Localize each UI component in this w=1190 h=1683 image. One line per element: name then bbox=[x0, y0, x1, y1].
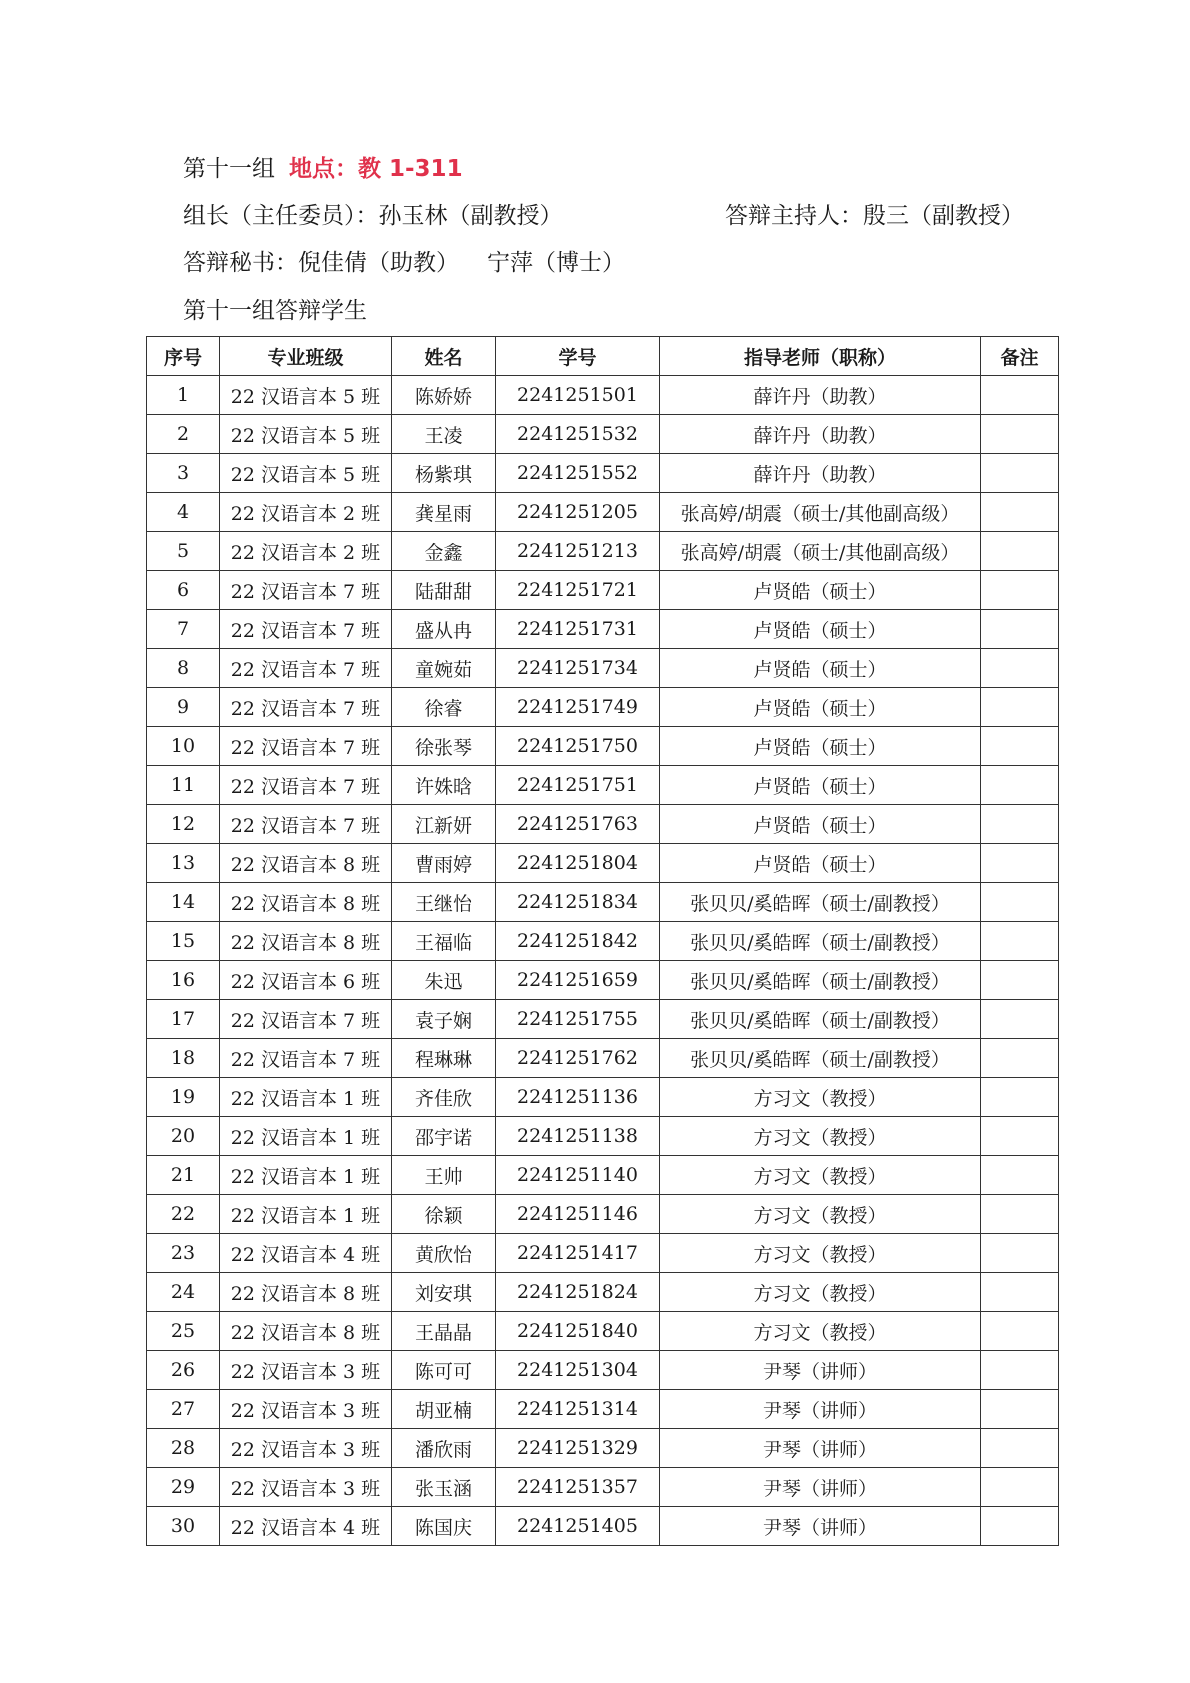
remark-cell bbox=[981, 766, 1059, 805]
table-row bbox=[147, 688, 1059, 727]
index-cell: 24 bbox=[147, 1273, 220, 1312]
name-cell: 胡亚楠 bbox=[392, 1390, 496, 1429]
class-cell: 22 汉语言本 7 班 bbox=[220, 727, 392, 766]
remark-cell bbox=[981, 1351, 1059, 1390]
index-cell: 19 bbox=[147, 1078, 220, 1117]
student-id-cell: 2241251763 bbox=[496, 805, 660, 844]
student-id-cell: 2241251824 bbox=[496, 1273, 660, 1312]
index-cell: 12 bbox=[147, 805, 220, 844]
student-id-cell: 2241251840 bbox=[496, 1312, 660, 1351]
class-cell: 22 汉语言本 3 班 bbox=[220, 1351, 392, 1390]
index-cell: 13 bbox=[147, 844, 220, 883]
table-row bbox=[147, 1351, 1059, 1390]
advisor-cell: 尹琴（讲师） bbox=[660, 1507, 981, 1546]
column-header: 学号 bbox=[496, 337, 660, 376]
student-id-cell: 2241251417 bbox=[496, 1234, 660, 1273]
advisor-cell: 张高婷/胡震（硕士/其他副高级） bbox=[660, 493, 981, 532]
students-title: 第十一组答辩学生 bbox=[183, 298, 367, 324]
table-row bbox=[147, 1390, 1059, 1429]
name-cell: 朱迅 bbox=[392, 961, 496, 1000]
advisor-cell: 张贝贝/奚皓晖（硕士/副教授） bbox=[660, 1039, 981, 1078]
class-cell: 22 汉语言本 7 班 bbox=[220, 649, 392, 688]
remark-cell bbox=[981, 922, 1059, 961]
remark-cell bbox=[981, 805, 1059, 844]
remark-cell bbox=[981, 1468, 1059, 1507]
class-cell: 22 汉语言本 8 班 bbox=[220, 1273, 392, 1312]
remark-cell bbox=[981, 1039, 1059, 1078]
student-id-cell: 2241251405 bbox=[496, 1507, 660, 1546]
remark-cell bbox=[981, 688, 1059, 727]
table-row bbox=[147, 649, 1059, 688]
table-row bbox=[147, 376, 1059, 415]
index-cell: 23 bbox=[147, 1234, 220, 1273]
table-row bbox=[147, 1273, 1059, 1312]
index-cell: 27 bbox=[147, 1390, 220, 1429]
student-id-cell: 2241251552 bbox=[496, 454, 660, 493]
index-cell: 22 bbox=[147, 1195, 220, 1234]
remark-cell bbox=[981, 376, 1059, 415]
table-row bbox=[147, 727, 1059, 766]
class-cell: 22 汉语言本 8 班 bbox=[220, 922, 392, 961]
index-cell: 6 bbox=[147, 571, 220, 610]
class-cell: 22 汉语言本 6 班 bbox=[220, 961, 392, 1000]
remark-cell bbox=[981, 1156, 1059, 1195]
remark-cell bbox=[981, 883, 1059, 922]
remark-cell bbox=[981, 571, 1059, 610]
name-cell: 陈国庆 bbox=[392, 1507, 496, 1546]
secretary-name-2: 宁萍（博士） bbox=[487, 250, 625, 276]
student-id-cell: 2241251755 bbox=[496, 1000, 660, 1039]
table-row bbox=[147, 805, 1059, 844]
remark-cell bbox=[981, 649, 1059, 688]
advisor-cell: 薛许丹（助教） bbox=[660, 454, 981, 493]
class-cell: 22 汉语言本 4 班 bbox=[220, 1234, 392, 1273]
student-id-cell: 2241251749 bbox=[496, 688, 660, 727]
table-row bbox=[147, 766, 1059, 805]
advisor-cell: 方习文（教授） bbox=[660, 1156, 981, 1195]
table-row bbox=[147, 532, 1059, 571]
table-row bbox=[147, 493, 1059, 532]
student-id-cell: 2241251842 bbox=[496, 922, 660, 961]
class-cell: 22 汉语言本 2 班 bbox=[220, 532, 392, 571]
advisor-cell: 薛许丹（助教） bbox=[660, 415, 981, 454]
advisor-cell: 张贝贝/奚皓晖（硕士/副教授） bbox=[660, 961, 981, 1000]
index-cell: 21 bbox=[147, 1156, 220, 1195]
column-header: 序号 bbox=[147, 337, 220, 376]
name-cell: 王凌 bbox=[392, 415, 496, 454]
student-id-cell: 2241251804 bbox=[496, 844, 660, 883]
name-cell: 曹雨婷 bbox=[392, 844, 496, 883]
name-cell: 龚星雨 bbox=[392, 493, 496, 532]
student-id-cell: 2241251762 bbox=[496, 1039, 660, 1078]
name-cell: 王福临 bbox=[392, 922, 496, 961]
advisor-cell: 方习文（教授） bbox=[660, 1078, 981, 1117]
remark-cell bbox=[981, 1234, 1059, 1273]
index-cell: 18 bbox=[147, 1039, 220, 1078]
class-cell: 22 汉语言本 2 班 bbox=[220, 493, 392, 532]
class-cell: 22 汉语言本 7 班 bbox=[220, 805, 392, 844]
defense-host: 答辩主持人：殷三（副教授） bbox=[725, 203, 1024, 229]
advisor-cell: 张高婷/胡震（硕士/其他副高级） bbox=[660, 532, 981, 571]
location: 地点：教 1-311 bbox=[289, 156, 463, 182]
index-cell: 28 bbox=[147, 1429, 220, 1468]
student-id-cell: 2241251304 bbox=[496, 1351, 660, 1390]
student-id-cell: 2241251213 bbox=[496, 532, 660, 571]
remark-cell bbox=[981, 1195, 1059, 1234]
index-cell: 3 bbox=[147, 454, 220, 493]
index-cell: 8 bbox=[147, 649, 220, 688]
index-cell: 25 bbox=[147, 1312, 220, 1351]
class-cell: 22 汉语言本 7 班 bbox=[220, 571, 392, 610]
class-cell: 22 汉语言本 3 班 bbox=[220, 1429, 392, 1468]
advisor-cell: 卢贤皓（硕士） bbox=[660, 571, 981, 610]
remark-cell bbox=[981, 1507, 1059, 1546]
index-cell: 17 bbox=[147, 1000, 220, 1039]
class-cell: 22 汉语言本 8 班 bbox=[220, 844, 392, 883]
name-cell: 邵宇诺 bbox=[392, 1117, 496, 1156]
index-cell: 20 bbox=[147, 1117, 220, 1156]
secretary-label: 答辩秘书： bbox=[183, 250, 298, 276]
secretary-name-1: 倪佳倩（助教） bbox=[298, 250, 459, 276]
student-id-cell: 2241251314 bbox=[496, 1390, 660, 1429]
class-cell: 22 汉语言本 7 班 bbox=[220, 688, 392, 727]
class-cell: 22 汉语言本 5 班 bbox=[220, 376, 392, 415]
table-row bbox=[147, 961, 1059, 1000]
index-cell: 14 bbox=[147, 883, 220, 922]
remark-cell bbox=[981, 454, 1059, 493]
name-cell: 张玉涵 bbox=[392, 1468, 496, 1507]
table-row bbox=[147, 922, 1059, 961]
class-cell: 22 汉语言本 1 班 bbox=[220, 1078, 392, 1117]
table-row bbox=[147, 1195, 1059, 1234]
name-cell: 江新妍 bbox=[392, 805, 496, 844]
remark-cell bbox=[981, 1390, 1059, 1429]
name-cell: 徐颖 bbox=[392, 1195, 496, 1234]
name-cell: 齐佳欣 bbox=[392, 1078, 496, 1117]
table-row bbox=[147, 1429, 1059, 1468]
student-id-cell: 2241251721 bbox=[496, 571, 660, 610]
index-cell: 7 bbox=[147, 610, 220, 649]
table-row bbox=[147, 415, 1059, 454]
student-id-cell: 2241251734 bbox=[496, 649, 660, 688]
class-cell: 22 汉语言本 3 班 bbox=[220, 1390, 392, 1429]
group-title: 第十一组 bbox=[183, 156, 275, 182]
index-cell: 1 bbox=[147, 376, 220, 415]
remark-cell bbox=[981, 961, 1059, 1000]
table-row bbox=[147, 1234, 1059, 1273]
remark-cell bbox=[981, 1117, 1059, 1156]
name-cell: 盛从冉 bbox=[392, 610, 496, 649]
advisor-cell: 卢贤皓（硕士） bbox=[660, 805, 981, 844]
name-cell: 王继怡 bbox=[392, 883, 496, 922]
advisor-cell: 方习文（教授） bbox=[660, 1273, 981, 1312]
advisor-cell: 张贝贝/奚皓晖（硕士/副教授） bbox=[660, 883, 981, 922]
class-cell: 22 汉语言本 1 班 bbox=[220, 1117, 392, 1156]
class-cell: 22 汉语言本 7 班 bbox=[220, 610, 392, 649]
column-header: 指导老师（职称） bbox=[660, 337, 981, 376]
name-cell: 许姝晗 bbox=[392, 766, 496, 805]
table-row bbox=[147, 571, 1059, 610]
table-row bbox=[147, 1156, 1059, 1195]
student-id-cell: 2241251751 bbox=[496, 766, 660, 805]
student-id-cell: 2241251136 bbox=[496, 1078, 660, 1117]
remark-cell bbox=[981, 1078, 1059, 1117]
class-cell: 22 汉语言本 5 班 bbox=[220, 415, 392, 454]
index-cell: 29 bbox=[147, 1468, 220, 1507]
class-cell: 22 汉语言本 8 班 bbox=[220, 883, 392, 922]
table-row bbox=[147, 610, 1059, 649]
class-cell: 22 汉语言本 1 班 bbox=[220, 1156, 392, 1195]
student-id-cell: 2241251138 bbox=[496, 1117, 660, 1156]
name-cell: 潘欣雨 bbox=[392, 1429, 496, 1468]
remark-cell bbox=[981, 532, 1059, 571]
index-cell: 11 bbox=[147, 766, 220, 805]
index-cell: 26 bbox=[147, 1351, 220, 1390]
index-cell: 4 bbox=[147, 493, 220, 532]
advisor-cell: 张贝贝/奚皓晖（硕士/副教授） bbox=[660, 922, 981, 961]
group-leader: 组长（主任委员）：孙玉林（副教授） bbox=[183, 203, 563, 229]
class-cell: 22 汉语言本 7 班 bbox=[220, 1039, 392, 1078]
advisor-cell: 方习文（教授） bbox=[660, 1312, 981, 1351]
table-row bbox=[147, 883, 1059, 922]
index-cell: 16 bbox=[147, 961, 220, 1000]
name-cell: 徐睿 bbox=[392, 688, 496, 727]
advisor-cell: 卢贤皓（硕士） bbox=[660, 766, 981, 805]
name-cell: 陈娇娇 bbox=[392, 376, 496, 415]
name-cell: 程琳琳 bbox=[392, 1039, 496, 1078]
remark-cell bbox=[981, 727, 1059, 766]
defense-secretary bbox=[183, 248, 625, 278]
class-cell: 22 汉语言本 3 班 bbox=[220, 1468, 392, 1507]
student-id-cell: 2241251140 bbox=[496, 1156, 660, 1195]
advisor-cell: 张贝贝/奚皓晖（硕士/副教授） bbox=[660, 1000, 981, 1039]
remark-cell bbox=[981, 1312, 1059, 1351]
index-cell: 2 bbox=[147, 415, 220, 454]
class-cell: 22 汉语言本 4 班 bbox=[220, 1507, 392, 1546]
name-cell: 金鑫 bbox=[392, 532, 496, 571]
advisor-cell: 方习文（教授） bbox=[660, 1117, 981, 1156]
table-row bbox=[147, 1078, 1059, 1117]
table-row bbox=[147, 844, 1059, 883]
remark-cell bbox=[981, 844, 1059, 883]
advisor-cell: 方习文（教授） bbox=[660, 1234, 981, 1273]
column-header: 备注 bbox=[981, 337, 1059, 376]
advisor-cell: 卢贤皓（硕士） bbox=[660, 727, 981, 766]
remark-cell bbox=[981, 493, 1059, 532]
class-cell: 22 汉语言本 7 班 bbox=[220, 766, 392, 805]
table-row bbox=[147, 1000, 1059, 1039]
advisor-cell: 卢贤皓（硕士） bbox=[660, 688, 981, 727]
remark-cell bbox=[981, 1000, 1059, 1039]
advisor-cell: 尹琴（讲师） bbox=[660, 1468, 981, 1507]
advisor-cell: 薛许丹（助教） bbox=[660, 376, 981, 415]
table-row bbox=[147, 1507, 1059, 1546]
class-cell: 22 汉语言本 5 班 bbox=[220, 454, 392, 493]
table-row bbox=[147, 1039, 1059, 1078]
table-row bbox=[147, 1117, 1059, 1156]
group-header bbox=[183, 154, 463, 184]
remark-cell bbox=[981, 1273, 1059, 1312]
name-cell: 童婉茹 bbox=[392, 649, 496, 688]
student-id-cell: 2241251659 bbox=[496, 961, 660, 1000]
remark-cell bbox=[981, 1429, 1059, 1468]
index-cell: 15 bbox=[147, 922, 220, 961]
advisor-cell: 卢贤皓（硕士） bbox=[660, 844, 981, 883]
student-id-cell: 2241251501 bbox=[496, 376, 660, 415]
advisor-cell: 尹琴（讲师） bbox=[660, 1429, 981, 1468]
class-cell: 22 汉语言本 7 班 bbox=[220, 1000, 392, 1039]
column-header: 姓名 bbox=[392, 337, 496, 376]
name-cell: 刘安琪 bbox=[392, 1273, 496, 1312]
name-cell: 杨紫琪 bbox=[392, 454, 496, 493]
student-id-cell: 2241251146 bbox=[496, 1195, 660, 1234]
student-id-cell: 2241251357 bbox=[496, 1468, 660, 1507]
advisor-cell: 尹琴（讲师） bbox=[660, 1351, 981, 1390]
index-cell: 5 bbox=[147, 532, 220, 571]
name-cell: 黄欣怡 bbox=[392, 1234, 496, 1273]
remark-cell bbox=[981, 415, 1059, 454]
index-cell: 10 bbox=[147, 727, 220, 766]
table-header-row bbox=[147, 337, 1059, 376]
index-cell: 30 bbox=[147, 1507, 220, 1546]
students-table bbox=[146, 336, 1059, 1546]
table-row bbox=[147, 454, 1059, 493]
student-id-cell: 2241251750 bbox=[496, 727, 660, 766]
advisor-cell: 方习文（教授） bbox=[660, 1195, 981, 1234]
advisor-cell: 卢贤皓（硕士） bbox=[660, 610, 981, 649]
index-cell: 9 bbox=[147, 688, 220, 727]
advisor-cell: 卢贤皓（硕士） bbox=[660, 649, 981, 688]
name-cell: 徐张琴 bbox=[392, 727, 496, 766]
table-row bbox=[147, 1312, 1059, 1351]
student-id-cell: 2241251532 bbox=[496, 415, 660, 454]
table-row bbox=[147, 1468, 1059, 1507]
class-cell: 22 汉语言本 8 班 bbox=[220, 1312, 392, 1351]
name-cell: 王帅 bbox=[392, 1156, 496, 1195]
name-cell: 袁子娴 bbox=[392, 1000, 496, 1039]
student-id-cell: 2241251329 bbox=[496, 1429, 660, 1468]
name-cell: 陈可可 bbox=[392, 1351, 496, 1390]
student-id-cell: 2241251205 bbox=[496, 493, 660, 532]
class-cell: 22 汉语言本 1 班 bbox=[220, 1195, 392, 1234]
advisor-cell: 尹琴（讲师） bbox=[660, 1390, 981, 1429]
name-cell: 陆甜甜 bbox=[392, 571, 496, 610]
name-cell: 王晶晶 bbox=[392, 1312, 496, 1351]
remark-cell bbox=[981, 610, 1059, 649]
student-id-cell: 2241251731 bbox=[496, 610, 660, 649]
student-id-cell: 2241251834 bbox=[496, 883, 660, 922]
column-header: 专业班级 bbox=[220, 337, 392, 376]
